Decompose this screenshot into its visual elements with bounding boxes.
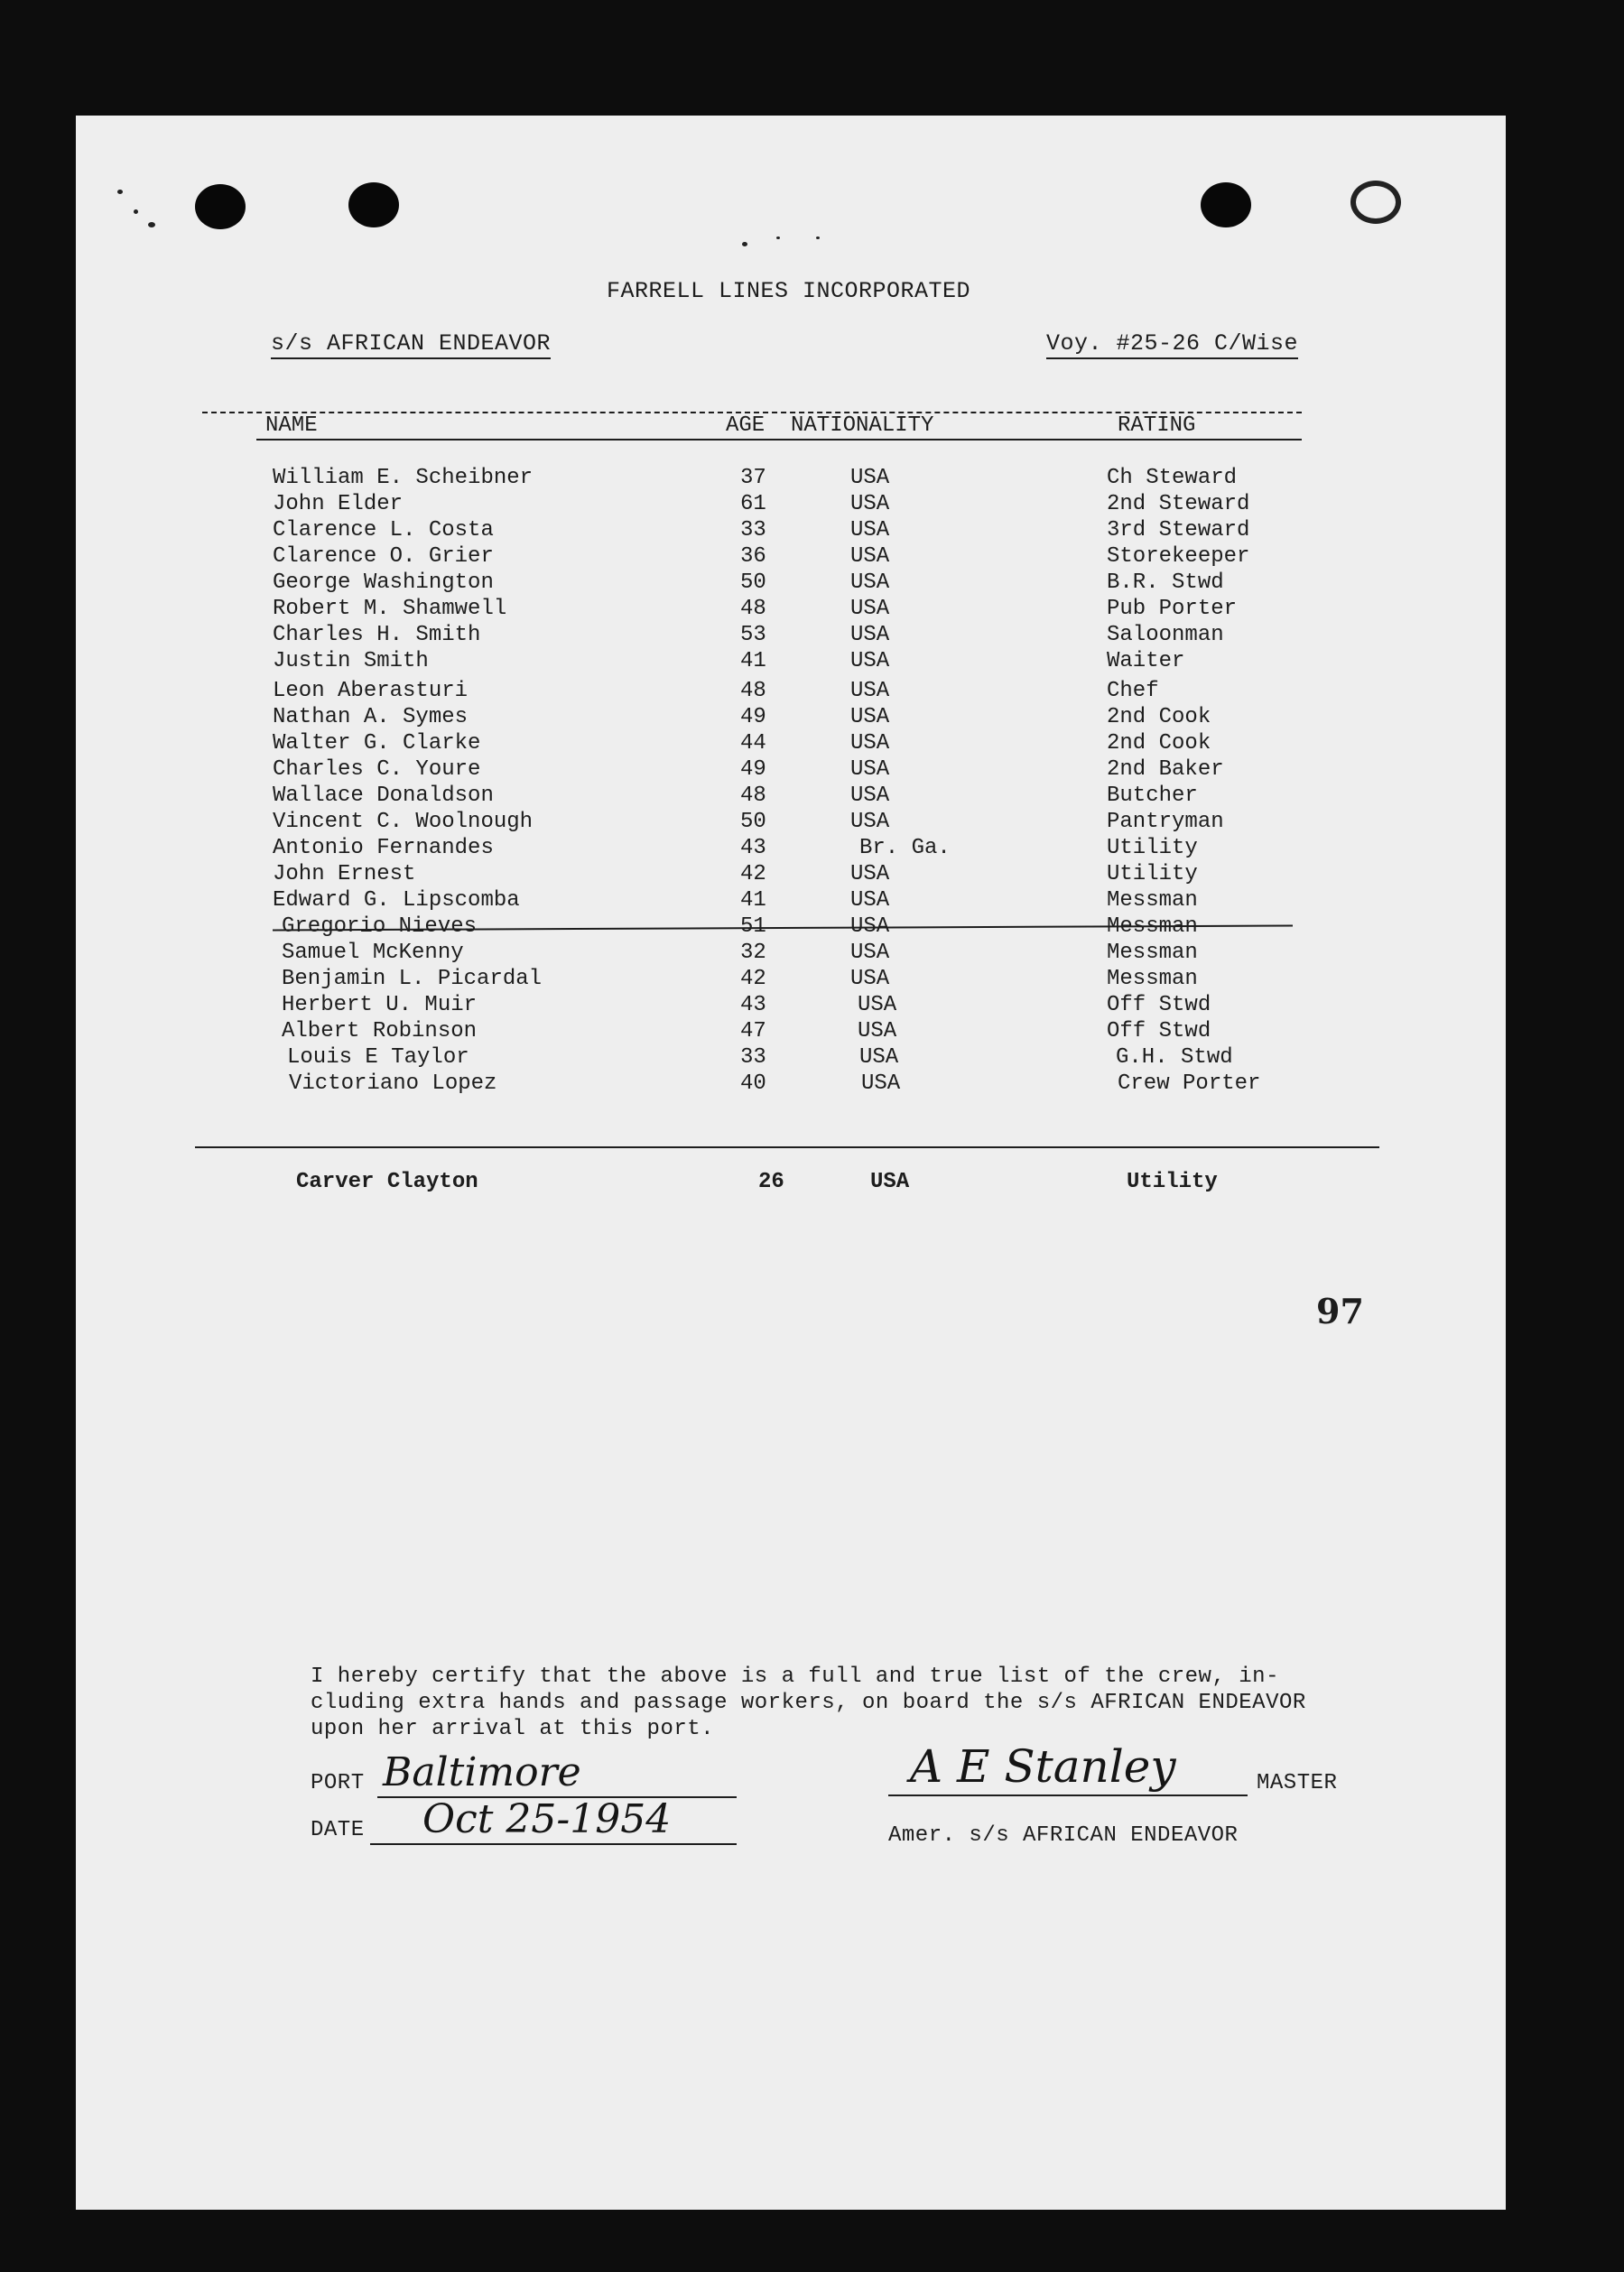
crew-rating: Butcher (1107, 784, 1198, 808)
table-row (76, 705, 1506, 731)
crew-rating: Messman (1107, 914, 1198, 939)
table-row (76, 836, 1506, 862)
crew-name: Edward G. Lipscomba (273, 888, 520, 913)
crew-age: 47 (740, 1019, 766, 1043)
table-row (76, 518, 1506, 544)
column-header-rating: RATING (1118, 413, 1196, 438)
port-label: PORT (311, 1771, 365, 1795)
crew-rating: Saloonman (1107, 623, 1224, 647)
table-row (76, 466, 1506, 492)
date-label: DATE (311, 1818, 365, 1842)
crew-rating: Crew Porter (1118, 1071, 1261, 1096)
crew-rating: Messman (1107, 888, 1198, 913)
certification-line: I hereby certify that the above is a full and true list of the crew, in- (311, 1665, 1279, 1689)
crew-rating: Messman (1107, 967, 1198, 991)
vessel-name: s/s AFRICAN ENDEAVOR (271, 330, 551, 359)
crew-name: William E. Scheibner (273, 466, 534, 490)
table-row (76, 967, 1506, 993)
crew-rating: 2nd Cook (1107, 731, 1211, 756)
crew-name: Gregorio Nieves (282, 914, 478, 939)
crew-name: Carver Clayton (296, 1170, 478, 1194)
crew-name: Wallace Donaldson (273, 784, 494, 808)
crew-rating: 3rd Steward (1107, 518, 1250, 542)
crew-rating: Utility (1107, 862, 1198, 886)
punch-hole-right (1201, 182, 1251, 227)
crew-name: Antonio Fernandes (273, 836, 494, 860)
crew-age: 40 (740, 1071, 766, 1096)
crew-nationality: Br. Ga. (859, 836, 951, 860)
column-header-nationality: NATIONALITY (791, 413, 934, 438)
master-label: MASTER (1257, 1771, 1338, 1795)
crew-age: 43 (740, 993, 766, 1017)
crew-rating: Messman (1107, 941, 1198, 965)
crew-age: 26 (758, 1170, 784, 1194)
table-row (76, 570, 1506, 597)
crew-name: Nathan A. Symes (273, 705, 469, 729)
column-header-age: AGE (726, 413, 766, 438)
crew-age: 50 (740, 810, 766, 834)
table-row (76, 544, 1506, 570)
crew-age: 32 (740, 941, 766, 965)
crew-nationality: USA (850, 731, 890, 756)
punch-hole-left (195, 184, 246, 229)
table-row (76, 679, 1506, 705)
crew-age: 37 (740, 466, 766, 490)
crew-rating: 2nd Baker (1107, 757, 1224, 782)
crew-name: John Elder (273, 492, 404, 516)
crew-nationality: USA (861, 1071, 901, 1096)
table-row (76, 757, 1506, 784)
crew-nationality: USA (850, 492, 890, 516)
crew-rating: Utility (1127, 1170, 1218, 1194)
crew-age: 61 (740, 492, 766, 516)
crew-age: 49 (740, 757, 766, 782)
crew-age: 48 (740, 784, 766, 808)
crew-nationality: USA (870, 1170, 910, 1194)
ink-speck (742, 242, 747, 246)
crew-rating: Chef (1107, 679, 1159, 703)
crew-age: 48 (740, 597, 766, 621)
crew-nationality: USA (850, 862, 890, 886)
table-row (76, 1071, 1506, 1098)
crew-name: Herbert U. Muir (282, 993, 478, 1017)
crew-rating: 2nd Cook (1107, 705, 1211, 729)
crew-name: Clarence L. Costa (273, 518, 494, 542)
column-header-name: NAME (265, 413, 318, 438)
table-row (76, 784, 1506, 810)
crew-nationality: USA (850, 810, 890, 834)
crew-nationality: USA (850, 784, 890, 808)
crew-rating: Pub Porter (1107, 597, 1238, 621)
crew-age: 50 (740, 570, 766, 595)
table-row-struck (76, 914, 1506, 941)
crew-age: 49 (740, 705, 766, 729)
crew-name: Samuel McKenny (282, 941, 464, 965)
crew-rating: B.R. Stwd (1107, 570, 1224, 595)
crew-age: 42 (740, 967, 766, 991)
crew-age: 41 (740, 649, 766, 673)
crew-name: Walter G. Clarke (273, 731, 481, 756)
ink-speck (816, 236, 820, 239)
crew-name: John Ernest (273, 862, 416, 886)
header-rule-bottom (256, 439, 1302, 440)
crew-age: 33 (740, 518, 766, 542)
table-footer-rule (195, 1146, 1379, 1148)
crew-nationality: USA (850, 623, 890, 647)
crew-nationality: USA (850, 757, 890, 782)
crew-nationality: USA (850, 570, 890, 595)
crew-age: 48 (740, 679, 766, 703)
column-headers (76, 413, 1506, 440)
port-value: Baltimore (383, 1749, 581, 1795)
crew-rating: G.H. Stwd (1116, 1045, 1233, 1070)
crew-age: 41 (740, 888, 766, 913)
crew-nationality: USA (859, 1045, 899, 1070)
table-row (76, 731, 1506, 757)
table-row (76, 862, 1506, 888)
crew-nationality: USA (850, 941, 890, 965)
crew-name: Vincent C. Woolnough (273, 810, 534, 834)
crew-age: 53 (740, 623, 766, 647)
master-signature: A E Stanley (910, 1740, 1176, 1793)
crew-name: Victoriano Lopez (289, 1071, 497, 1096)
crew-nationality: USA (850, 466, 890, 490)
signature-underline (888, 1794, 1248, 1796)
crew-list-document (76, 116, 1506, 2210)
crew-nationality: USA (850, 914, 890, 939)
table-row (76, 597, 1506, 623)
crew-nationality: USA (850, 649, 890, 673)
company-title: FARRELL LINES INCORPORATED (607, 278, 971, 304)
crew-name: Albert Robinson (282, 1019, 478, 1043)
crew-name: Justin Smith (273, 649, 429, 673)
crew-rating: Pantryman (1107, 810, 1224, 834)
certification-line: cluding extra hands and passage workers, on board the s/s AFRICAN ENDEAVOR (311, 1691, 1306, 1715)
table-row (76, 623, 1506, 649)
crew-age: 44 (740, 731, 766, 756)
voyage-number: Voy. #25-26 C/Wise (1046, 330, 1298, 359)
crew-name: Clarence O. Grier (273, 544, 494, 569)
crew-name: Robert M. Shamwell (273, 597, 507, 621)
crew-nationality: USA (850, 967, 890, 991)
ink-speck (776, 236, 780, 239)
punch-hole-torn (1350, 181, 1401, 224)
crew-age: 36 (740, 544, 766, 569)
crew-nationality: USA (850, 705, 890, 729)
table-row (76, 1045, 1506, 1071)
table-row (76, 810, 1506, 836)
date-value: Oct 25-1954 (422, 1796, 672, 1842)
additional-crew-row (76, 1170, 1506, 1196)
punch-hole-center (348, 182, 399, 227)
crew-rating: Waiter (1107, 649, 1185, 673)
vessel-signature-line: Amer. s/s AFRICAN ENDEAVOR (888, 1823, 1239, 1848)
table-row (76, 492, 1506, 518)
ink-speck (148, 222, 155, 227)
table-row (76, 941, 1506, 967)
crew-rating: Ch Steward (1107, 466, 1238, 490)
table-row (76, 1019, 1506, 1045)
crew-nationality: USA (850, 888, 890, 913)
crew-name: Charles H. Smith (273, 623, 481, 647)
crew-rating: Storekeeper (1107, 544, 1250, 569)
crew-name: Leon Aberasturi (273, 679, 469, 703)
crew-age: 43 (740, 836, 766, 860)
crew-nationality: USA (850, 679, 890, 703)
crew-rating: Off Stwd (1107, 993, 1211, 1017)
crew-name: Louis E Taylor (287, 1045, 469, 1070)
crew-nationality: USA (850, 544, 890, 569)
page-number: 97 (1316, 1291, 1364, 1331)
table-row (76, 993, 1506, 1019)
crew-age: 33 (740, 1045, 766, 1070)
certification-line: upon her arrival at this port. (311, 1717, 715, 1741)
crew-nationality: USA (858, 1019, 897, 1043)
table-row (76, 649, 1506, 675)
crew-nationality: USA (858, 993, 897, 1017)
crew-name: Benjamin L. Picardal (282, 967, 543, 991)
crew-rating: Off Stwd (1107, 1019, 1211, 1043)
date-underline (370, 1843, 737, 1845)
crew-name: Charles C. Youre (273, 757, 481, 782)
crew-rating: 2nd Steward (1107, 492, 1250, 516)
crew-nationality: USA (850, 597, 890, 621)
crew-age: 51 (740, 914, 766, 939)
ink-speck (134, 209, 138, 214)
crew-name: George Washington (273, 570, 494, 595)
table-row (76, 888, 1506, 914)
crew-age: 42 (740, 862, 766, 886)
crew-nationality: USA (850, 518, 890, 542)
ink-speck (117, 190, 123, 194)
crew-rating: Utility (1107, 836, 1198, 860)
